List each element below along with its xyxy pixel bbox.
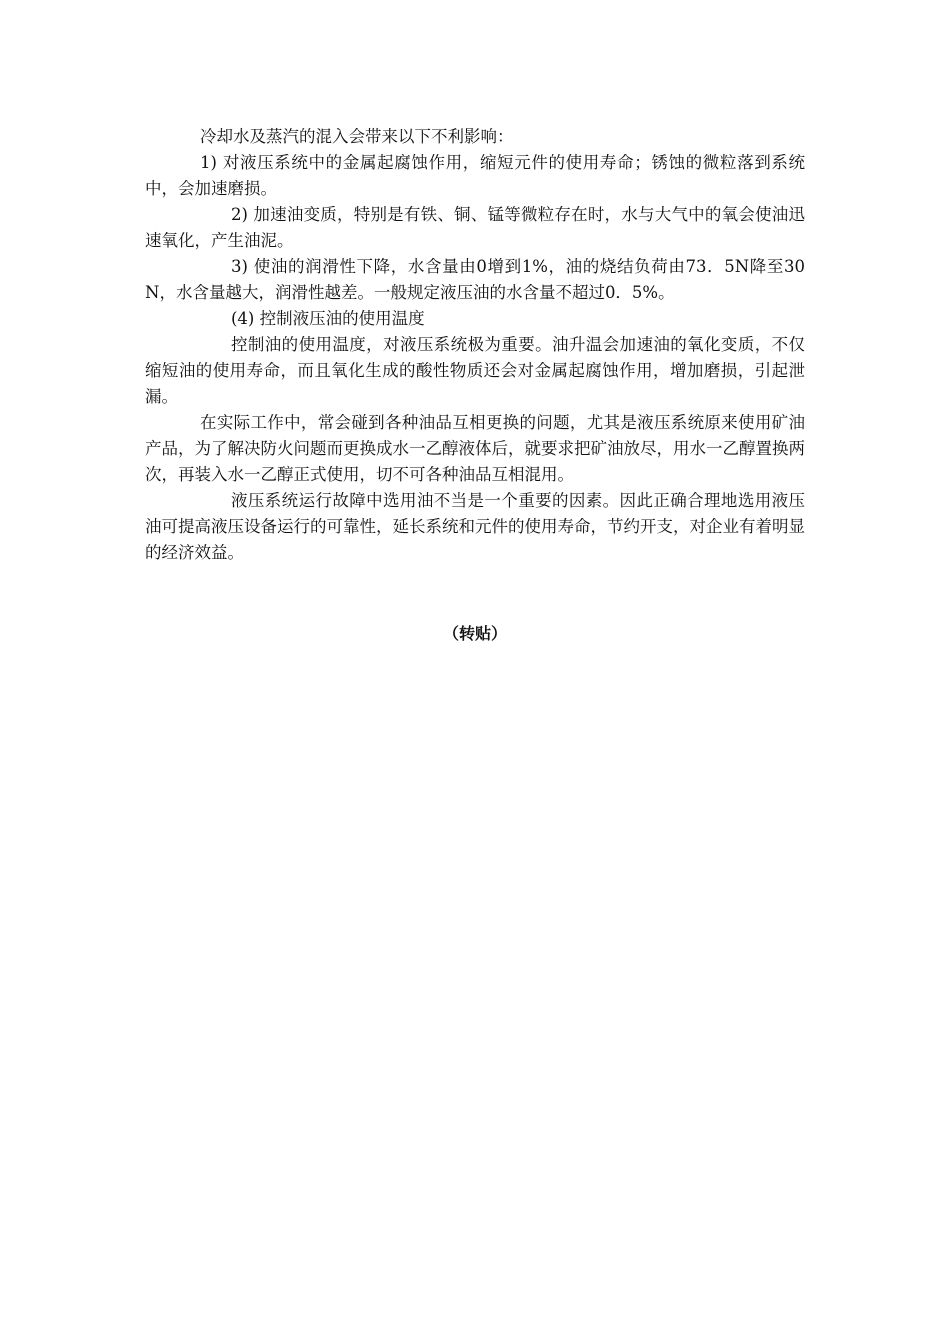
repost-note: （转贴） (442, 624, 507, 643)
paragraph-temperature: 控制油的使用温度，对液压系统极为重要。油升温会加速油的氧化变质，不仅缩短油的使用寿命，而且氧化生成的酸性物质还会对金属起腐蚀作用，增加磨损，引起泄漏。 (145, 335, 805, 406)
paragraph-oil-replacement: 在实际工作中，常会碰到各种油品互相更换的问题，尤其是液压系统原来使用矿油产品，为了解决防火问题而更换成水一乙醇液体后，就要求把矿油放尽，用水一乙醇置换两次，再装入水一乙醇正式使用，切不可各种油品互相混用。 (145, 413, 805, 484)
document-body (145, 124, 805, 566)
section-heading: (4) 控制液压油的使用温度 (231, 309, 425, 328)
paragraph-conclusion: 液压系统运行故障中选用油不当是一个重要的因素。因此正确合理地选用液压油可提高液压设备运行的可靠性，延长系统和元件的使用寿命，节约开支，对企业有着明显的经济效益。 (145, 491, 805, 562)
paragraph-item-3: 3) 使油的润滑性下降，水含量由0增到1%，油的烧结负荷由73．5N降至30N，水含量越大，润滑性越差。一般规定液压油的水含量不超过0．5%。 (145, 257, 805, 302)
paragraph-item-2: 2) 加速油变质，特别是有铁、铜、锰等微粒存在时，水与大气中的氧会使油迅速氧化，产生油泥。 (145, 205, 805, 250)
paragraph-item-1: 1) 对液压系统中的金属起腐蚀作用，缩短元件的使用寿命；锈蚀的微粒落到系统中，会加速磨损。 (145, 153, 805, 198)
paragraph-intro: 冷却水及蒸汽的混入会带来以下不利影响： (200, 127, 514, 146)
